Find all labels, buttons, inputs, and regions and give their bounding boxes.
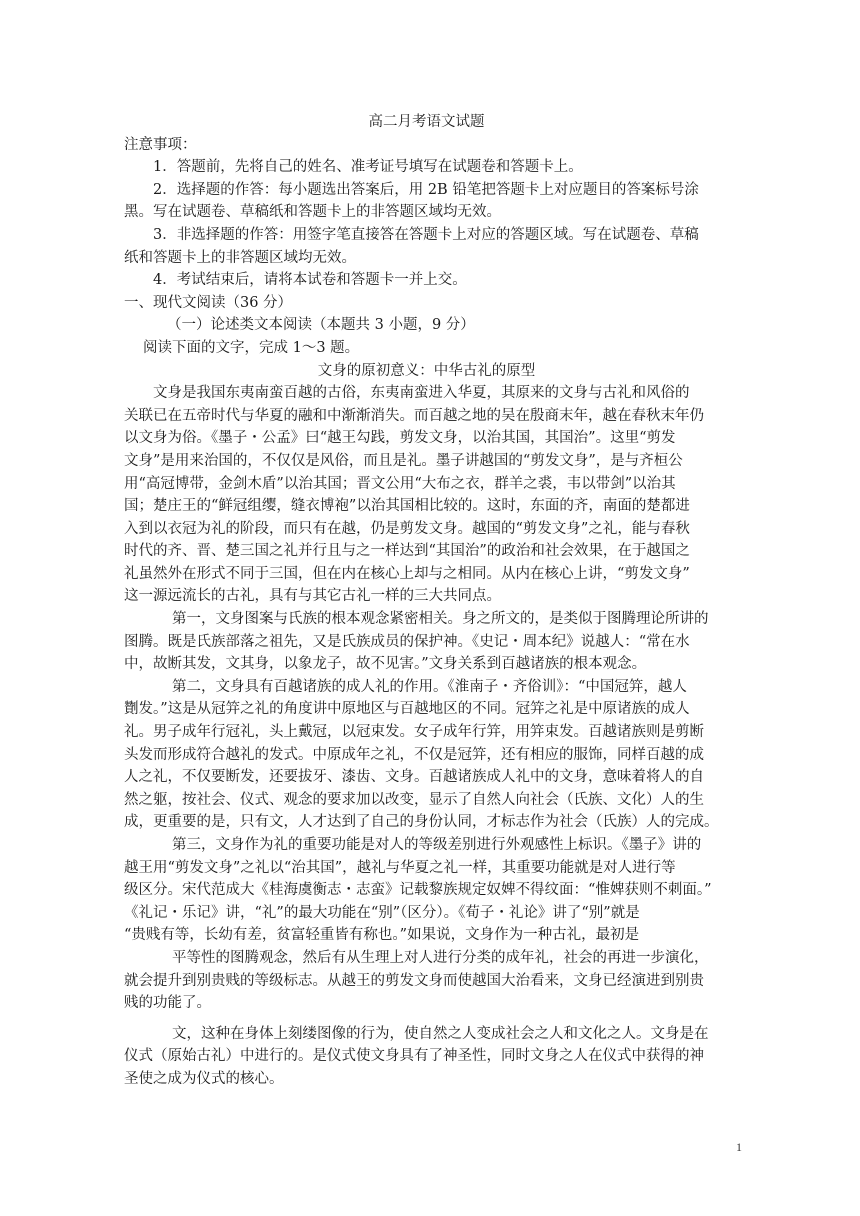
article-title: 文身的原初意义：中华古礼的原型 — [317, 362, 536, 379]
paragraph-5 — [124, 947, 729, 1015]
paragraph-line: 头发而形成符合越礼的发式。中原成年之礼，不仅是冠笄，还有相应的服饰，同样百越的成 — [124, 746, 704, 763]
paragraph-line: 礼。男子成年行冠礼，头上戴冠，以冠束发。女子成年行笄，用笄束发。百越诸族则是剪断 — [124, 724, 704, 741]
notice-item-1: 1．答题前，先将自己的姓名、准考证号填写在试题卷和答题卡上。 — [153, 159, 583, 176]
paragraph-line: 级区分。宋代范成大《桂海虞衡志・志蛮》记载黎族规定奴婢不得纹面：“惟婢获则不刺面。” — [124, 882, 712, 899]
paragraph-line: 文身是我国东夷南蛮百越的古俗，东夷南蛮进入华夏，其原来的文身与古礼和风俗的 — [153, 385, 690, 402]
paragraph-line: 就会提升到别贵贱的等级标志。从越王的剪发文身而使越国大治看来，文身已经演进到别贵 — [124, 972, 704, 989]
section-heading: 一、现代文阅读（36 分） — [124, 294, 293, 311]
notice-item-4: 4．考试结束后，请将本试卷和答题卡一并上交。 — [153, 272, 467, 289]
paragraph-1 — [124, 382, 729, 608]
paragraph-line: 《礼记・乐记》讲，“礼”的最大功能在“别”（区分）。《荀子・礼论》讲了“别”就是 — [124, 904, 640, 921]
paragraph-line: 平等性的图腾观念，然后有从生理上对人进行分类的成年礼，社会的再进一步演化， — [172, 949, 709, 966]
paragraph-line: 劗发。”这是从冠笄之礼的角度讲中原地区与百越地区的不同。冠笄之礼是中原诸族的成人 — [124, 701, 690, 718]
page-content — [124, 111, 729, 1091]
paragraph-line: 成，更重要的是，只有文，人才达到了自己的身份认同，才标志作为社会（氏族）人的完成。 — [124, 814, 719, 831]
paragraph-gap — [124, 1015, 729, 1023]
paragraph-line: 文，这种在身体上刻缕图像的行为，使自然之人变成社会之人和文化之人。文身是在 — [172, 1025, 709, 1042]
notice-label: 注意事项： — [124, 136, 197, 153]
paragraph-4 — [124, 834, 729, 947]
paragraph-line: 以文身为俗。《墨子・公孟》曰“越王勾践，剪发文身，以治其国，其国治”。这里“剪发 — [124, 430, 676, 447]
paragraph-6 — [124, 1023, 729, 1091]
paragraph-line: 入到以衣冠为礼的阶段，而只有在越，仍是剪发文身。越国的“剪发文身”之礼，能与春秋 — [124, 520, 690, 537]
exam-title: 高二月考语文试题 — [368, 114, 485, 130]
paragraph-line: 关联已在五帝时代与华夏的融和中渐渐消失。而百越之地的吴在殷商末年，越在春秋末年仍 — [124, 407, 704, 424]
reading-instruction: 阅读下面的文字，完成 1～3 题。 — [143, 339, 360, 356]
paragraph-line: 人之礼，不仅要断发，还要拔牙、漆齿、文身。百越诸族成人礼中的文身，意味着将人的自 — [124, 769, 704, 786]
notice-item-3: 3．非选择题的作答：用签字笔直接答在答题卡上对应的答题区域。写在试题卷、草稿 — [153, 226, 699, 243]
paragraph-line: 用“高冠博带，金剑木盾”以治其国；晋文公用“大布之衣，群羊之裘，韦以带剑”以治其 — [124, 475, 676, 492]
paragraph-line: 礼虽然外在形式不同于三国，但在内在核心上却与之相同。从内在核心上讲，“剪发文身” — [124, 565, 690, 582]
paragraph-line: 文身”是用来治国的，不仅仅是风俗，而且是礼。墨子讲越国的“剪发文身”，是与齐桓公 — [124, 452, 683, 469]
paragraph-line: “贵贱有等，长幼有差，贫富轻重皆有称也。”如果说，文身作为一种古礼，最初是 — [124, 927, 640, 944]
paragraph-line: 这一源远流长的古礼，具有与其它古礼一样的三大共同点。 — [124, 588, 501, 605]
paragraph-line: 贱的功能了。 — [124, 995, 211, 1012]
paragraph-line: 第三，文身作为礼的重要功能是对人的等级差别进行外观感性上标识。《墨子》讲的 — [172, 837, 702, 853]
paragraph-line: 第一，文身图案与氏族的根本观念紧密相关。身之所文的，是类似于图腾理论所讲的 — [172, 611, 709, 628]
notice-item-2: 2．选择题的作答：每小题选出答案后，用 2B 铅笔把答题卡上对应题目的答案标号涂 — [153, 181, 699, 198]
paragraph-line: 越王用“剪发文身”之礼以“治其国”，越礼与华夏之礼一样，其重要功能就是对人进行等 — [124, 859, 676, 876]
notice-item-2-cont: 黑。写在试题卷、草稿纸和答题卡上的非答题区域均无效。 — [124, 204, 501, 221]
paragraph-line: 图腾。既是氏族部落之祖先，又是氏族成员的保护神。《史记・周本纪》说越人：“常在水 — [124, 633, 690, 650]
subsection-heading: （一）论述类文本阅读（本题共 3 小题，9 分） — [167, 317, 475, 334]
paragraph-2 — [124, 608, 729, 676]
paragraph-line: 时代的齐、晋、楚三国之礼并行且与之一样达到“其国治”的政治和社会效果，在于越国之 — [124, 543, 690, 560]
notice-item-3-cont: 纸和答题卡上的非答题区域均无效。 — [124, 249, 356, 266]
paragraph-line: 第二，文身具有百越诸族的成人礼的作用。《淮南子・齐俗训》：“中国冠笄，越人 — [172, 678, 687, 695]
paragraph-line: 中，故断其发，文其身，以象龙子，故不见害。”文身关系到百越诸族的根本观念。 — [124, 656, 647, 673]
paragraph-line: 国；楚庄王的“鲜冠组缨，缝衣博袍”以治其国相比较的。这时，东面的齐，南面的楚都进 — [124, 498, 690, 515]
paragraph-line: 圣使之成为仪式的核心。 — [124, 1070, 284, 1087]
paragraph-line: 仪式（原始古礼）中进行的。是仪式使文身具有了神圣性，同时文身之人在仪式中获得的神 — [124, 1048, 704, 1065]
paragraph-line: 然之躯，按社会、仪式、观念的要求加以改变，显示了自然人向社会（氏族、文化）人的生 — [124, 791, 704, 808]
paragraph-3 — [124, 676, 729, 834]
page-number: 1 — [736, 1140, 742, 1154]
